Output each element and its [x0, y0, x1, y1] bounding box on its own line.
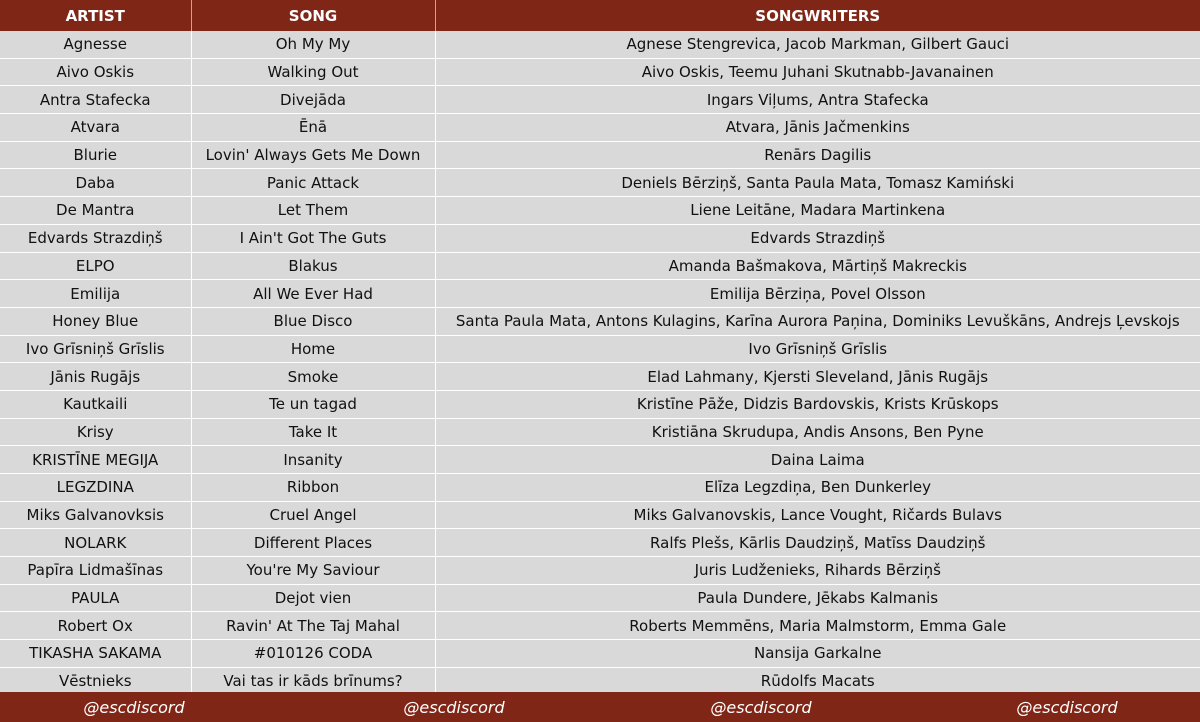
cell-artist: Jānis Rugājs [0, 363, 191, 391]
cell-song: I Ain't Got The Guts [191, 224, 435, 252]
cell-artist: Aivo Oskis [0, 58, 191, 86]
cell-songwriters: Santa Paula Mata, Antons Kulagins, Karīna Aurora Paņina, Dominiks Levuškāns, Andrejs Ļevskojs [435, 307, 1200, 335]
cell-songwriters: Deniels Bērziņš, Santa Paula Mata, Tomasz Kamiński [435, 169, 1200, 197]
table-row [0, 114, 1200, 142]
footer-handle: @escdiscord [83, 697, 185, 717]
cell-song: Lovin' Always Gets Me Down [191, 141, 435, 169]
cell-song: #010126 CODA [191, 640, 435, 668]
cell-songwriters: Emilija Bērziņa, Povel Olsson [435, 280, 1200, 308]
cell-artist: PAULA [0, 584, 191, 612]
cell-song: Vai tas ir kāds brīnums? [191, 667, 435, 695]
table-row [0, 335, 1200, 363]
cell-song: Ravin' At The Taj Mahal [191, 612, 435, 640]
header-song: SONG [191, 0, 435, 31]
table-row [0, 612, 1200, 640]
cell-song: Walking Out [191, 58, 435, 86]
cell-artist: Papīra Lidmašīnas [0, 557, 191, 585]
cell-songwriters: Elad Lahmany, Kjersti Sleveland, Jānis Rugājs [435, 363, 1200, 391]
cell-song: Dejot vien [191, 584, 435, 612]
cell-artist: Antra Stafecka [0, 86, 191, 114]
cell-songwriters: Roberts Memmēns, Maria Malmstorm, Emma Gale [435, 612, 1200, 640]
cell-artist: Emilija [0, 280, 191, 308]
table-row [0, 474, 1200, 502]
cell-songwriters: Amanda Bašmakova, Mārtiņš Makreckis [435, 252, 1200, 280]
cell-songwriters: Renārs Dagilis [435, 141, 1200, 169]
cell-artist: Miks Galvanovksis [0, 501, 191, 529]
cell-song: Panic Attack [191, 169, 435, 197]
table-row [0, 640, 1200, 668]
cell-song: Home [191, 335, 435, 363]
cell-song: Cruel Angel [191, 501, 435, 529]
cell-artist: Vēstnieks [0, 667, 191, 695]
cell-artist: LEGZDINA [0, 474, 191, 502]
table-row [0, 584, 1200, 612]
cell-songwriters: Liene Leitāne, Madara Martinkena [435, 197, 1200, 225]
cell-artist: Daba [0, 169, 191, 197]
header-artist: ARTIST [0, 0, 191, 31]
cell-artist: Ivo Grīsniņš Grīslis [0, 335, 191, 363]
table-row [0, 86, 1200, 114]
cell-artist: TIKASHA SAKAMA [0, 640, 191, 668]
table-row [0, 501, 1200, 529]
cell-song: Let Them [191, 197, 435, 225]
table-row [0, 557, 1200, 585]
table-row [0, 363, 1200, 391]
cell-artist: Agnesse [0, 31, 191, 58]
cell-songwriters: Edvards Strazdiņš [435, 224, 1200, 252]
table-row [0, 418, 1200, 446]
footer-handle: @escdiscord [710, 697, 812, 717]
cell-songwriters: Kristīne Pāže, Didzis Bardovskis, Krists Krūskops [435, 390, 1200, 418]
header-songwriters: SONGWRITERS [435, 0, 1200, 31]
cell-artist: Honey Blue [0, 307, 191, 335]
table-row [0, 58, 1200, 86]
cell-artist: NOLARK [0, 529, 191, 557]
cell-songwriters: Daina Laima [435, 446, 1200, 474]
footer-handle: @escdiscord [403, 697, 505, 717]
table-row [0, 169, 1200, 197]
cell-songwriters: Nansija Garkalne [435, 640, 1200, 668]
cell-song: You're My Saviour [191, 557, 435, 585]
table-row [0, 197, 1200, 225]
table-row [0, 529, 1200, 557]
table-row [0, 390, 1200, 418]
cell-songwriters: Agnese Stengrevica, Jacob Markman, Gilbert Gauci [435, 31, 1200, 58]
table-row [0, 446, 1200, 474]
table-row [0, 307, 1200, 335]
table-header-row [0, 0, 1200, 31]
cell-songwriters: Atvara, Jānis Jačmenkins [435, 114, 1200, 142]
cell-song: Insanity [191, 446, 435, 474]
cell-song: Blakus [191, 252, 435, 280]
cell-song: Blue Disco [191, 307, 435, 335]
cell-artist: KRISTĪNE MEGIJA [0, 446, 191, 474]
cell-songwriters: Aivo Oskis, Teemu Juhani Skutnabb-Javanainen [435, 58, 1200, 86]
cell-songwriters: Juris Ludženieks, Rihards Bērziņš [435, 557, 1200, 585]
cell-artist: Atvara [0, 114, 191, 142]
cell-song: Te un tagad [191, 390, 435, 418]
cell-songwriters: Ingars Viļums, Antra Stafecka [435, 86, 1200, 114]
table-row [0, 280, 1200, 308]
cell-songwriters: Ralfs Plešs, Kārlis Daudziņš, Matīss Daudziņš [435, 529, 1200, 557]
cell-song: Smoke [191, 363, 435, 391]
cell-songwriters: Kristiāna Skrudupa, Andis Ansons, Ben Pyne [435, 418, 1200, 446]
table-row [0, 141, 1200, 169]
table-row [0, 224, 1200, 252]
cell-songwriters: Elīza Legzdiņa, Ben Dunkerley [435, 474, 1200, 502]
cell-artist: Blurie [0, 141, 191, 169]
cell-artist: ELPO [0, 252, 191, 280]
cell-song: Take It [191, 418, 435, 446]
table-row [0, 252, 1200, 280]
cell-artist: Krisy [0, 418, 191, 446]
cell-song: All We Ever Had [191, 280, 435, 308]
cell-songwriters: Rūdolfs Macats [435, 667, 1200, 695]
table-row [0, 31, 1200, 58]
cell-artist: Robert Ox [0, 612, 191, 640]
cell-songwriters: Paula Dundere, Jēkabs Kalmanis [435, 584, 1200, 612]
cell-artist: Kautkaili [0, 390, 191, 418]
cell-song: Oh My My [191, 31, 435, 58]
cell-song: Divejāda [191, 86, 435, 114]
footer-bar [0, 692, 1200, 722]
cell-songwriters: Miks Galvanovskis, Lance Vought, Ričards Bulavs [435, 501, 1200, 529]
table-body [0, 31, 1200, 695]
table-row [0, 667, 1200, 695]
cell-song: Ēnā [191, 114, 435, 142]
cell-song: Different Places [191, 529, 435, 557]
cell-artist: De Mantra [0, 197, 191, 225]
cell-song: Ribbon [191, 474, 435, 502]
cell-artist: Edvards Strazdiņš [0, 224, 191, 252]
footer-handle: @escdiscord [1016, 697, 1118, 717]
cell-songwriters: Ivo Grīsniņš Grīslis [435, 335, 1200, 363]
